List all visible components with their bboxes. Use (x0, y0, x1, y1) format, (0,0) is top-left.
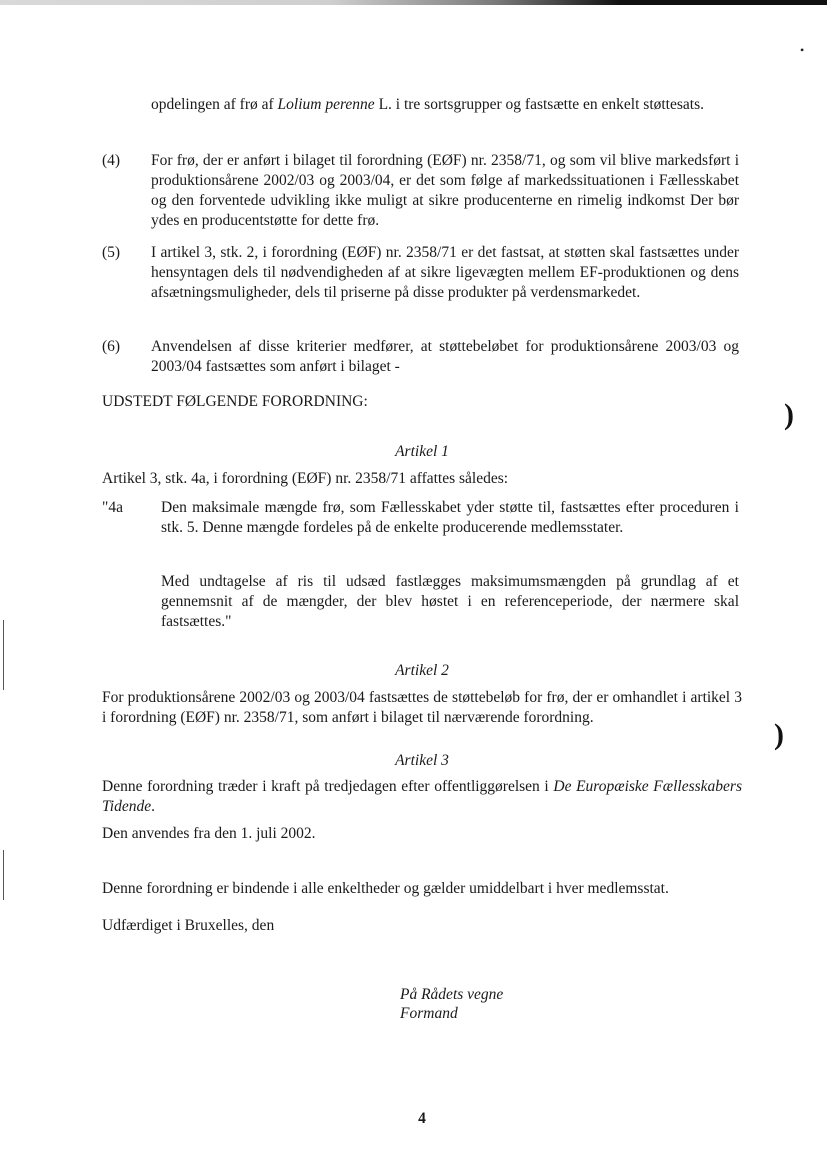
article-text: Artikel 3, stk. 4a, i forordning (EØF) nr. 2358/71 affattes således: (102, 470, 509, 487)
species-name: Lolium perenne (277, 96, 375, 113)
recital-text: I artikel 3, stk. 2, i forordning (EØF) nr. 2358/71 er det fastsat, at støtten skal fastsættes under hensyntagen dels til nødvendigheden af at sikre ligevægten mellem EF-produktionen og dens afsætningsmuligheder, dels til priserne på disse produkter på verdensmarkedet. (151, 244, 739, 301)
recital-number: (4) (102, 152, 121, 169)
scan-margin-mark (3, 850, 4, 900)
signature-line: På Rådets vegne (400, 986, 504, 1003)
page-number: 4 (418, 1110, 426, 1127)
article-heading: Artikel 1 (395, 443, 449, 460)
article-heading: Artikel 2 (395, 662, 449, 679)
recital-text: Anvendelsen af disse kriterier medfører, at støttebeløbet for produktionsårene 2003/03 og 2003/04 fastsættes som anført i bilaget - (151, 338, 739, 375)
recital-number: (6) (102, 338, 121, 355)
scan-top-edge (0, 0, 827, 5)
article-heading: Artikel 3 (395, 752, 449, 769)
article-text: Denne forordning træder i kraft på tredjedagen efter offentliggørelsen i De Europæiske Fællesskabers Tidende. (102, 778, 742, 815)
amendment-paragraph: Med undtagelse af ris til udsæd fastlægges maksimumsmængden på grundlag af et gennemsnit af de mængder, der blev høstet i en referenceperiode, der nærmere skal fastsættes." (161, 573, 739, 630)
amendment-label: "4a (102, 499, 123, 516)
article-text: Den anvendes fra den 1. juli 2002. (102, 825, 316, 842)
scan-margin-mark (3, 620, 4, 690)
scan-bracket-mark: ) (784, 398, 794, 431)
enacting-formula: UDSTEDT FØLGENDE FORORDNING: (102, 393, 368, 410)
done-at: Udfærdiget i Bruxelles, den (102, 917, 275, 934)
recital-number: (5) (102, 244, 121, 261)
scan-speck: • (800, 43, 805, 57)
recital-text: For frø, der er anført i bilaget til forordning (EØF) nr. 2358/71, og som vil blive markedsført i produktionsårene 2002/03 og 2003/04, er det som følge af markedssituationen i Fællesskabet og den forventede udvikling ikke muligt at sikre producenterne en rimelig indkomst Der bør ydes en producentstøtte for dette frø. (151, 152, 739, 229)
article-text: For produktionsårene 2002/03 og 2003/04 fastsættes de støttebeløb for frø, der er omhandlet i artikel 3 i forordning (EØF) nr. 2358/71, som anført i bilaget til nærværende forordning. (102, 689, 742, 726)
scan-bracket-mark: ) (774, 718, 784, 751)
journal-name: De Europæiske Fællesskabers Tidende (102, 778, 742, 815)
binding-clause: Denne forordning er bindende i alle enkeltheder og gælder umiddelbart i hver medlemsstat. (102, 880, 669, 897)
recital-continuation: opdelingen af frø af Lolium perenne L. i tre sortsgrupper og fastsætte en enkelt støttesats. (151, 96, 704, 113)
amendment-paragraph: Den maksimale mængde frø, som Fællesskabet yder støtte til, fastsættes efter proceduren i stk. 5. Denne mængde fordeles på de enkelte producerende medlemsstater. (161, 499, 739, 536)
signature-title: Formand (400, 1005, 458, 1022)
